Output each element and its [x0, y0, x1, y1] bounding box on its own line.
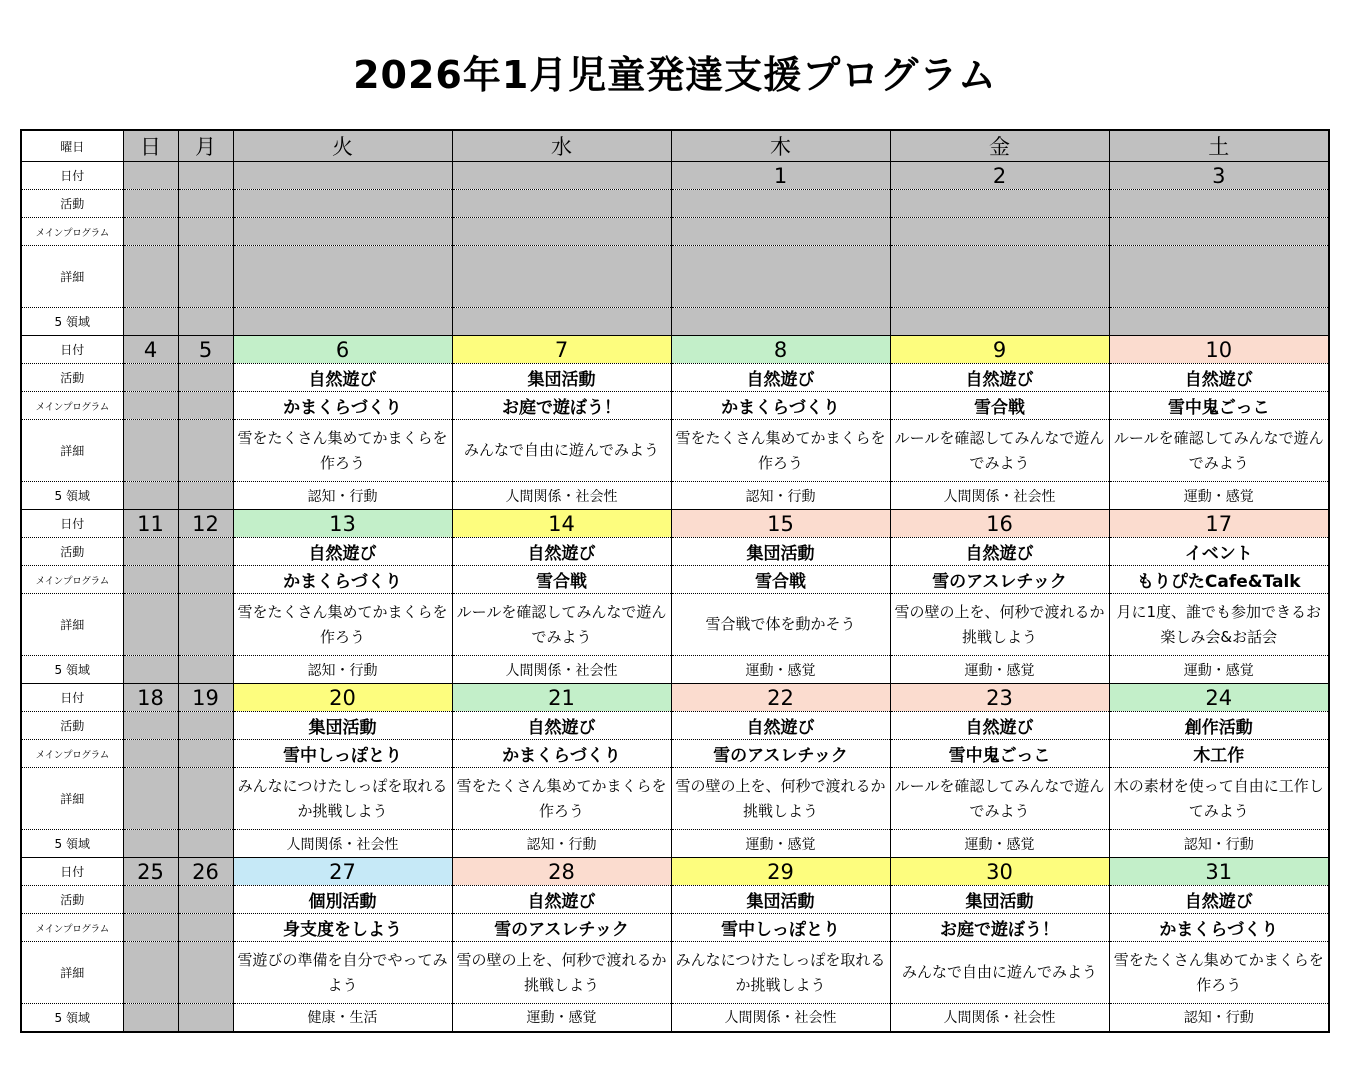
activity-label: 活動: [21, 538, 123, 566]
day-main-program: 雪合戦: [452, 566, 671, 594]
day-detail: 月に1度、誰でも参加できるお楽しみ会&お話会: [1109, 594, 1329, 656]
activity-label: 活動: [21, 190, 123, 218]
day-detail: 雪をたくさん集めてかまくらを作ろう: [671, 420, 890, 482]
day-activity: 自然遊び: [452, 538, 671, 566]
weekday-tue: 火: [233, 130, 452, 162]
day-main-program: [1109, 218, 1329, 246]
day-domain: 運動・感覚: [890, 656, 1109, 684]
day-main-program: お庭で遊ぼう！: [890, 914, 1109, 942]
day-date: 17: [1109, 510, 1329, 538]
domain-label: 5 領域: [21, 308, 123, 336]
day-detail: ルールを確認してみんなで遊んでみよう: [452, 594, 671, 656]
monday-activity: [178, 190, 233, 218]
week-4-detail-row: [21, 768, 1329, 830]
day-main-program: 雪中しっぽとり: [671, 914, 890, 942]
day-detail: 雪をたくさん集めてかまくらを作ろう: [452, 768, 671, 830]
day-main-program: 雪のアスレチック: [452, 914, 671, 942]
day-domain: [890, 308, 1109, 336]
detail-label: 詳細: [21, 246, 123, 308]
day-date: 24: [1109, 684, 1329, 712]
sunday-detail: [123, 420, 178, 482]
day-main-program: 雪合戦: [671, 566, 890, 594]
day-domain: [1109, 308, 1329, 336]
day-activity: [671, 190, 890, 218]
day-domain: 認知・行動: [671, 482, 890, 510]
monday-date: 12: [178, 510, 233, 538]
day-activity: 自然遊び: [671, 364, 890, 392]
day-detail: ルールを確認してみんなで遊んでみよう: [890, 420, 1109, 482]
day-main-program: [671, 218, 890, 246]
day-domain: [233, 308, 452, 336]
day-activity: 自然遊び: [890, 364, 1109, 392]
week-1-domain-row: [21, 308, 1329, 336]
monday-domain: [178, 1004, 233, 1032]
day-main-program: 雪のアスレチック: [671, 740, 890, 768]
monday-activity: [178, 886, 233, 914]
week-5-date-row: [21, 858, 1329, 886]
day-date: 16: [890, 510, 1109, 538]
day-date: 2: [890, 162, 1109, 190]
monday-domain: [178, 656, 233, 684]
sunday-date: 18: [123, 684, 178, 712]
day-domain: 認知・行動: [1109, 1004, 1329, 1032]
sunday-date: 25: [123, 858, 178, 886]
day-activity: イベント: [1109, 538, 1329, 566]
week-2-main-program-row: [21, 392, 1329, 420]
day-domain: 人間関係・社会性: [452, 482, 671, 510]
day-detail: ルールを確認してみんなで遊んでみよう: [890, 768, 1109, 830]
weekday-fri: 金: [890, 130, 1109, 162]
day-main-program: かまくらづくり: [233, 392, 452, 420]
domain-label: 5 領域: [21, 656, 123, 684]
day-date: 22: [671, 684, 890, 712]
day-main-program: [890, 218, 1109, 246]
monday-domain: [178, 308, 233, 336]
day-date: 10: [1109, 336, 1329, 364]
sunday-domain: [123, 482, 178, 510]
day-main-program: もりぴたCafe&Talk: [1109, 566, 1329, 594]
day-detail: 雪遊びの準備を自分でやってみよう: [233, 942, 452, 1004]
sunday-activity: [123, 190, 178, 218]
date-label: 日付: [21, 336, 123, 364]
activity-label: 活動: [21, 886, 123, 914]
monday-date: [178, 162, 233, 190]
day-main-program: かまくらづくり: [452, 740, 671, 768]
day-activity: [1109, 190, 1329, 218]
monday-date: 26: [178, 858, 233, 886]
monday-activity: [178, 364, 233, 392]
day-detail: みんなで自由に遊んでみよう: [890, 942, 1109, 1004]
day-activity: [233, 190, 452, 218]
sunday-domain: [123, 1004, 178, 1032]
weekday-header-row: [21, 130, 1329, 162]
sunday-detail: [123, 942, 178, 1004]
week-2-domain-row: [21, 482, 1329, 510]
day-date: 21: [452, 684, 671, 712]
day-date: 9: [890, 336, 1109, 364]
monday-activity: [178, 538, 233, 566]
weekday-wed: 水: [452, 130, 671, 162]
weekday-mon: 月: [178, 130, 233, 162]
date-label: 日付: [21, 162, 123, 190]
day-domain: 人間関係・社会性: [890, 482, 1109, 510]
week-2-date-row: [21, 336, 1329, 364]
day-detail: [890, 246, 1109, 308]
sunday-detail: [123, 768, 178, 830]
day-main-program: 雪中しっぽとり: [233, 740, 452, 768]
week-4-activity-row: [21, 712, 1329, 740]
day-activity: 自然遊び: [890, 538, 1109, 566]
sunday-main-program: [123, 740, 178, 768]
sunday-activity: [123, 538, 178, 566]
sunday-detail: [123, 594, 178, 656]
monday-domain: [178, 482, 233, 510]
day-detail: 雪をたくさん集めてかまくらを作ろう: [233, 420, 452, 482]
day-date: 15: [671, 510, 890, 538]
day-date: 27: [233, 858, 452, 886]
day-detail: みんなにつけたしっぽを取れるか挑戦しよう: [671, 942, 890, 1004]
day-activity: 自然遊び: [1109, 886, 1329, 914]
day-date: 8: [671, 336, 890, 364]
day-detail: 雪をたくさん集めてかまくらを作ろう: [233, 594, 452, 656]
day-detail: みんなにつけたしっぽを取れるか挑戦しよう: [233, 768, 452, 830]
day-domain: 運動・感覚: [890, 830, 1109, 858]
monday-date: 5: [178, 336, 233, 364]
day-detail: みんなで自由に遊んでみよう: [452, 420, 671, 482]
sunday-detail: [123, 246, 178, 308]
week-3-detail-row: [21, 594, 1329, 656]
main-program-label: メインプログラム: [21, 566, 123, 594]
day-detail: 雪をたくさん集めてかまくらを作ろう: [1109, 942, 1329, 1004]
sunday-domain: [123, 308, 178, 336]
day-main-program: お庭で遊ぼう！: [452, 392, 671, 420]
main-program-label: メインプログラム: [21, 914, 123, 942]
day-main-program: 木工作: [1109, 740, 1329, 768]
day-detail: [1109, 246, 1329, 308]
day-activity: 個別活動: [233, 886, 452, 914]
week-3-main-program-row: [21, 566, 1329, 594]
day-domain: 運動・感覚: [452, 1004, 671, 1032]
day-domain: 人間関係・社会性: [233, 830, 452, 858]
day-date: 28: [452, 858, 671, 886]
week-1-main-program-row: [21, 218, 1329, 246]
day-main-program: 雪中鬼ごっこ: [1109, 392, 1329, 420]
day-date: 30: [890, 858, 1109, 886]
detail-label: 詳細: [21, 768, 123, 830]
main-program-label: メインプログラム: [21, 392, 123, 420]
domain-label: 5 領域: [21, 830, 123, 858]
weekday-thu: 木: [671, 130, 890, 162]
week-1-detail-row: [21, 246, 1329, 308]
date-label: 日付: [21, 858, 123, 886]
day-activity: 集団活動: [890, 886, 1109, 914]
week-2-detail-row: [21, 420, 1329, 482]
sunday-activity: [123, 364, 178, 392]
main-program-label: メインプログラム: [21, 740, 123, 768]
day-date: [233, 162, 452, 190]
monday-main-program: [178, 914, 233, 942]
week-4-domain-row: [21, 830, 1329, 858]
day-main-program: かまくらづくり: [233, 566, 452, 594]
domain-label: 5 領域: [21, 482, 123, 510]
day-activity: 自然遊び: [452, 712, 671, 740]
date-label: 日付: [21, 510, 123, 538]
day-domain: 運動・感覚: [1109, 482, 1329, 510]
day-main-program: 雪合戦: [890, 392, 1109, 420]
day-activity: 集団活動: [233, 712, 452, 740]
day-date: 3: [1109, 162, 1329, 190]
monday-main-program: [178, 566, 233, 594]
week-4-date-row: [21, 684, 1329, 712]
day-detail: [233, 246, 452, 308]
day-domain: 認知・行動: [452, 830, 671, 858]
sunday-date: 11: [123, 510, 178, 538]
day-domain: 人間関係・社会性: [452, 656, 671, 684]
day-date: 7: [452, 336, 671, 364]
page-title: 2026年1月児童発達支援プログラム: [353, 53, 997, 97]
day-date: 29: [671, 858, 890, 886]
sunday-main-program: [123, 392, 178, 420]
day-detail: 雪合戦で体を動かそう: [671, 594, 890, 656]
day-domain: 認知・行動: [233, 656, 452, 684]
week-5-main-program-row: [21, 914, 1329, 942]
schedule-table: [20, 129, 1330, 1033]
day-detail: ルールを確認してみんなで遊んでみよう: [1109, 420, 1329, 482]
week-1-activity-row: [21, 190, 1329, 218]
activity-label: 活動: [21, 364, 123, 392]
week-5-detail-row: [21, 942, 1329, 1004]
day-domain: 人間関係・社会性: [671, 1004, 890, 1032]
sunday-main-program: [123, 566, 178, 594]
week-4-main-program-row: [21, 740, 1329, 768]
monday-main-program: [178, 218, 233, 246]
day-date: 31: [1109, 858, 1329, 886]
sunday-main-program: [123, 218, 178, 246]
day-activity: [890, 190, 1109, 218]
day-domain: [671, 308, 890, 336]
day-domain: 認知・行動: [1109, 830, 1329, 858]
monday-detail: [178, 420, 233, 482]
day-activity: 自然遊び: [890, 712, 1109, 740]
day-domain: 健康・生活: [233, 1004, 452, 1032]
monday-detail: [178, 594, 233, 656]
sunday-domain: [123, 830, 178, 858]
weekday-label: 曜日: [21, 130, 123, 162]
day-domain: 運動・感覚: [671, 830, 890, 858]
day-detail: 木の素材を使って自由に工作してみよう: [1109, 768, 1329, 830]
week-5-activity-row: [21, 886, 1329, 914]
sunday-activity: [123, 712, 178, 740]
week-3-date-row: [21, 510, 1329, 538]
day-date: 23: [890, 684, 1109, 712]
day-domain: 認知・行動: [233, 482, 452, 510]
day-activity: [452, 190, 671, 218]
day-domain: [452, 308, 671, 336]
day-activity: 集団活動: [671, 886, 890, 914]
week-1-date-row: [21, 162, 1329, 190]
week-2-activity-row: [21, 364, 1329, 392]
day-main-program: 雪のアスレチック: [890, 566, 1109, 594]
sunday-date: [123, 162, 178, 190]
day-detail: [452, 246, 671, 308]
detail-label: 詳細: [21, 420, 123, 482]
day-domain: 運動・感覚: [671, 656, 890, 684]
day-main-program: [452, 218, 671, 246]
day-date: 6: [233, 336, 452, 364]
monday-domain: [178, 830, 233, 858]
detail-label: 詳細: [21, 594, 123, 656]
day-domain: 人間関係・社会性: [890, 1004, 1109, 1032]
sunday-date: 4: [123, 336, 178, 364]
day-activity: 創作活動: [1109, 712, 1329, 740]
week-3-activity-row: [21, 538, 1329, 566]
day-date: 20: [233, 684, 452, 712]
sunday-activity: [123, 886, 178, 914]
day-date: [452, 162, 671, 190]
monday-main-program: [178, 740, 233, 768]
monday-activity: [178, 712, 233, 740]
detail-label: 詳細: [21, 942, 123, 1004]
day-main-program: [233, 218, 452, 246]
domain-label: 5 領域: [21, 1004, 123, 1032]
day-activity: 自然遊び: [233, 538, 452, 566]
monday-date: 19: [178, 684, 233, 712]
week-5-domain-row: [21, 1004, 1329, 1032]
weekday-sun: 日: [123, 130, 178, 162]
monday-main-program: [178, 392, 233, 420]
monday-detail: [178, 246, 233, 308]
day-date: 14: [452, 510, 671, 538]
day-detail: 雪の壁の上を、何秒で渡れるか挑戦しよう: [452, 942, 671, 1004]
day-date: 1: [671, 162, 890, 190]
day-activity: 集団活動: [671, 538, 890, 566]
day-main-program: かまくらづくり: [1109, 914, 1329, 942]
day-activity: 自然遊び: [233, 364, 452, 392]
monday-detail: [178, 942, 233, 1004]
sunday-main-program: [123, 914, 178, 942]
day-domain: 運動・感覚: [1109, 656, 1329, 684]
day-date: 13: [233, 510, 452, 538]
sunday-domain: [123, 656, 178, 684]
day-activity: 集団活動: [452, 364, 671, 392]
day-main-program: 雪中鬼ごっこ: [890, 740, 1109, 768]
week-3-domain-row: [21, 656, 1329, 684]
activity-label: 活動: [21, 712, 123, 740]
day-activity: 自然遊び: [671, 712, 890, 740]
day-activity: 自然遊び: [452, 886, 671, 914]
weekday-sat: 土: [1109, 130, 1329, 162]
day-detail: [671, 246, 890, 308]
date-label: 日付: [21, 684, 123, 712]
main-program-label: メインプログラム: [21, 218, 123, 246]
monday-detail: [178, 768, 233, 830]
day-detail: 雪の壁の上を、何秒で渡れるか挑戦しよう: [671, 768, 890, 830]
day-detail: 雪の壁の上を、何秒で渡れるか挑戦しよう: [890, 594, 1109, 656]
day-main-program: かまくらづくり: [671, 392, 890, 420]
day-main-program: 身支度をしよう: [233, 914, 452, 942]
day-activity: 自然遊び: [1109, 364, 1329, 392]
